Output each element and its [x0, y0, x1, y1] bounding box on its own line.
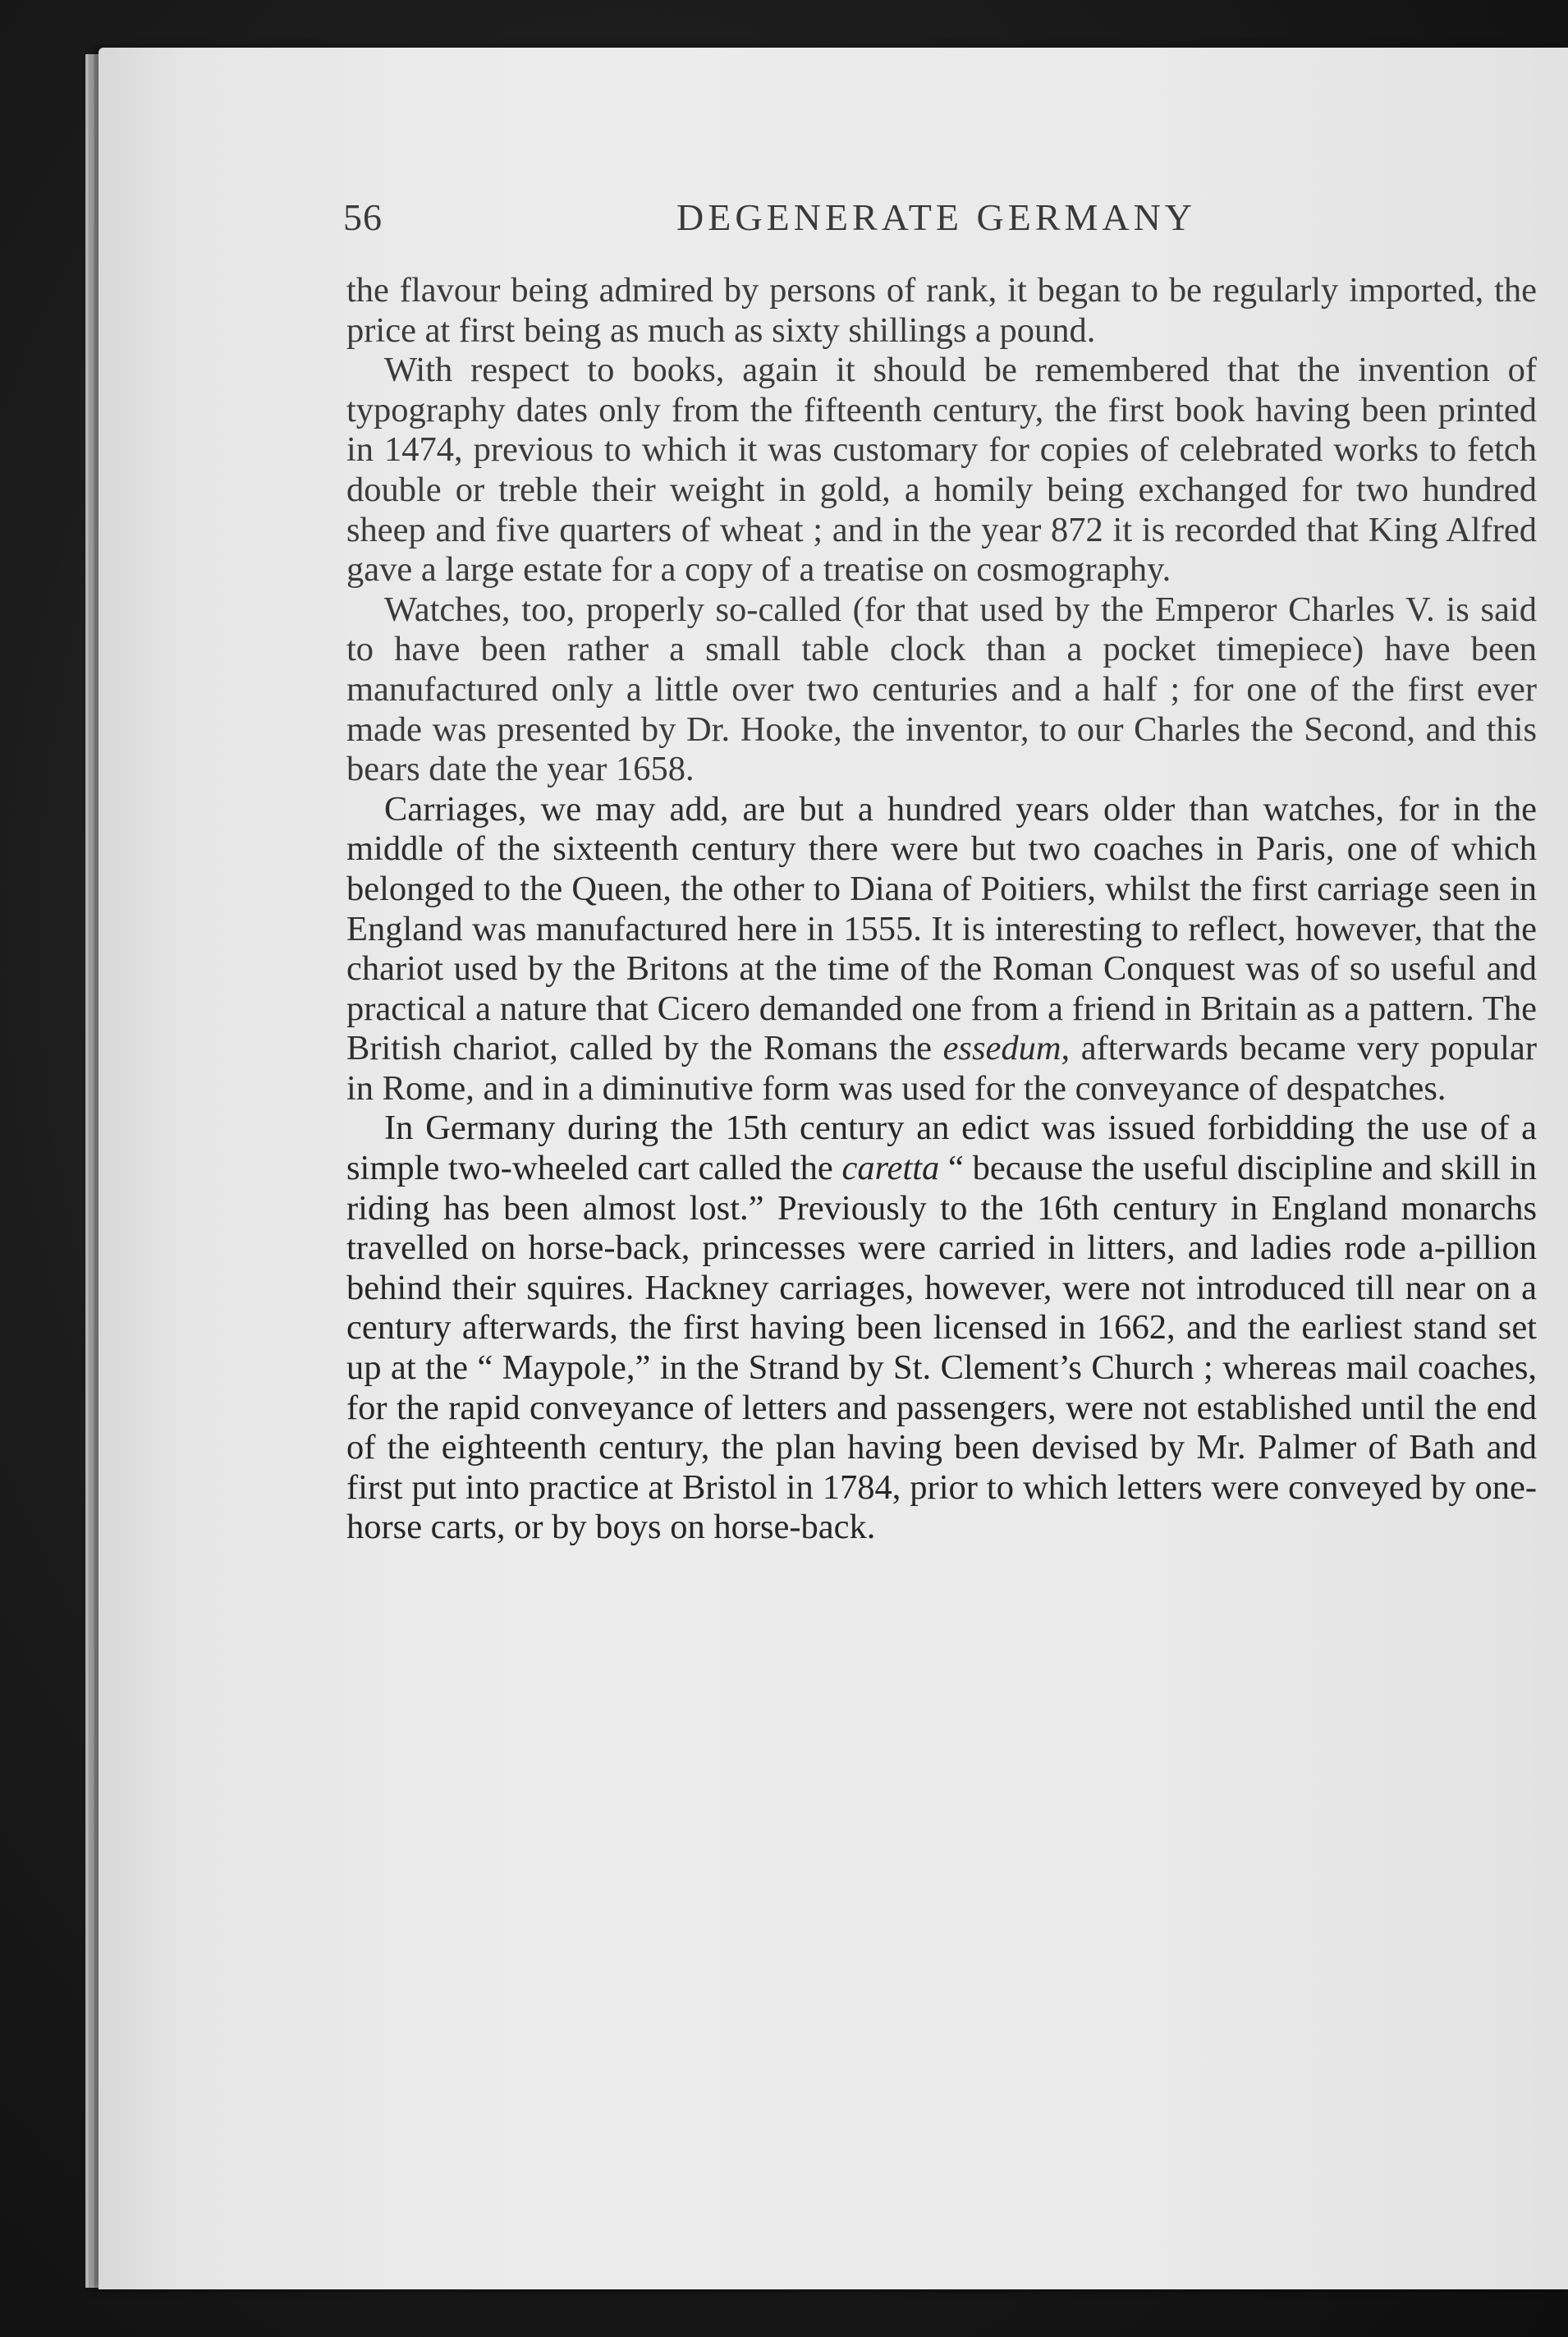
paragraph-3-text: Watches, too, properly so-called (for that used by the Emperor Charles V. is said to have been rather a small table clock than a pocket timepiece) have been manufactured only a little over two centuries and a half ; for one of the first ever made was presented by Dr. Hooke, the inventor, to our Charles the Second, and this bears date the year 1658. [346, 590, 1537, 789]
paragraph-4-text-b: afterwards became very popular in Rome, and in a diminutive form was used for the conveyance of despatches. [346, 1029, 1537, 1108]
paragraph-2-text: With respect to books, again it should be remembered that the invention of typography dates only from the fifteenth century, the first book having been printed in 1474, previous to which it was customary for copies of celebrated works to fetch double or treble their weight in gold, a homily being exchanged for two hundred sheep and five quarters of wheat ; and in the year 872 it is recorded that King Alfred gave a large estate for a copy of a treatise on cosmography. [346, 351, 1537, 590]
running-head: DEGENERATE GERMANY [676, 196, 1197, 238]
paragraph-5-italic-term: caretta [841, 1149, 940, 1188]
paragraph-5 [346, 1109, 1537, 1548]
paragraph-1 [346, 271, 1537, 351]
paragraph-5-text-a: In Germany during the 15th century an edict was issued forbidding the use of a simple two-wheeled cart called the [346, 1109, 1537, 1188]
paragraph-4-italic-term: essedum, [942, 1029, 1071, 1068]
paragraph-4-text-a: Carriages, we may add, are but a hundred years older than watches, for in the middle of the sixteenth century there were but two coaches in Paris, one of which belonged to the Queen, the other to Diana of Poitiers, whilst the first carriage seen in England was manufactured here in 1555. It is interesting to reflect, however, that the chariot used by the Britons at the time of the Roman Conquest was of so useful and practical a nature that Cicero demanded one from a friend in Britain as a pattern. The British chariot, called by the Romans the [346, 789, 1537, 1068]
body-text [346, 271, 1537, 1548]
paragraph-3 [346, 590, 1537, 790]
page-number: 56 [343, 196, 383, 238]
paragraph-2 [346, 351, 1537, 590]
page-header [343, 195, 1534, 253]
paragraph-4 [346, 790, 1537, 1109]
paragraph-1-text: the flavour being admired by persons of rank, it began to be regularly imported, the price at first being as much as sixty shillings a pound. [346, 271, 1537, 350]
paragraph-5-text-b: “ because the useful discipline and skill in riding has been almost lost.” Previously to the 16th century in England monarchs travelled on horse-back, princesses were carried in litters, and ladies rode a-pillion behind their squires. Hackney carriages, however, were not introduced till near on a century afterwards, the first having been licensed in 1662, and the earliest stand set up at the “ Maypole,” in the Strand by St. Clement’s Church ; whereas mail coaches, for the rapid conveyance of letters and passengers, were not established until the end of the eighteenth century, the plan having been devised by Mr. Palmer of Bath and first put into practice at Bristol in 1784, prior to which letters were conveyed by one-horse carts, or by boys on horse-back. [346, 1149, 1538, 1547]
